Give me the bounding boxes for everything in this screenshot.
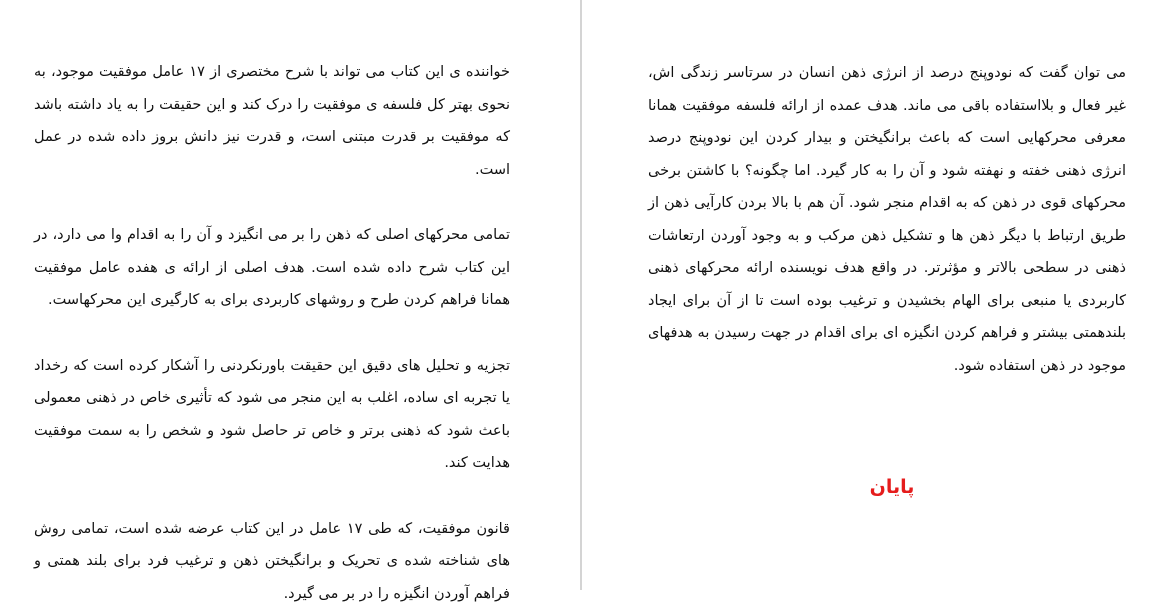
right-page <box>582 0 1174 590</box>
left-paragraph-4: قانون موفقیت، که طی ۱۷ عامل در این کتاب عرضه شده است، تمامی روش های شناخته شده ی تحریک و برانگیختن ذهن و ترغیب فرد برای بلند همتی و فراهم آوردن انگیزه را در بر می گیرد. <box>34 513 510 610</box>
left-paragraph-3: تجزیه و تحلیل های دقیق این حقیقت باورنکردنی را آشکار کرده است که رخداد یا تجربه ای ساده، اغلب به این منجر می شود که تأثیری خاص در ذهنی معمولی باعث شود که ذهنی برتر و خاص تر حاصل شود و شخص را به سمت موفقیت هدایت کند. <box>34 350 510 480</box>
end-mark: پایان <box>822 476 962 498</box>
left-paragraph-2: تمامی محرکهای اصلی که ذهن را بر می انگیزد و آن را به اقدام وا می دارد، در این کتاب شرح داده شده است. هدف اصلی از ارائه ی هفده عامل موفقیت همانا فراهم کردن طرح و روشهای کاربردی برای به کارگیری این محرکهاست. <box>34 219 510 317</box>
left-paragraph-1: خواننده ی این کتاب می تواند با شرح مختصری از ۱۷ عامل موفقیت موجود، به نحوی بهتر کل فلسفه ی موفقیت را درک کند و این حقیقت را به یاد داشته باشد که موفقیت بر قدرت مبتنی است، و قدرت نیز دانش بروز داده شده در عمل است. <box>34 56 510 186</box>
left-page <box>0 0 580 590</box>
left-page-text <box>34 56 510 610</box>
right-page-text <box>648 57 1126 382</box>
right-paragraph-1: می توان گفت که نودوپنج درصد از انرژی ذهن انسان در سرتاسر زندگی اش، غیر فعال و بلااستفاده باقی می ماند. هدف عمده از ارائه فلسفه موفقیت همانا معرفی محرکهایی است که باعث برانگیختن و بیدار کردن این نودوپنج درصد انرژی ذهنی خفته و نهفته شود و آن را به کار گیرد. اما چگونه؟ با کاشتن برخی محرکهای قوی در ذهن که به اقدام منجر شود. آن هم با بالا بردن کارآیی ذهن از طریق ارتباط با دیگر ذهن ها و تشکیل ذهن مرکب و به وجود آوردن ارتعاشات ذهنی در سطحی بالاتر و مؤثرتر. در واقع هدف نویسنده ارائه محرکهای ذهنی کاربردی یا منبعی برای الهام بخشیدن و ترغیب بوده است تا از آن برای ایجاد بلندهمتی بیشتر و فراهم کردن انگیزه ای برای اقدام در جهت رسیدن به هدفهای موجود در ذهن استفاده شود. <box>648 57 1126 382</box>
